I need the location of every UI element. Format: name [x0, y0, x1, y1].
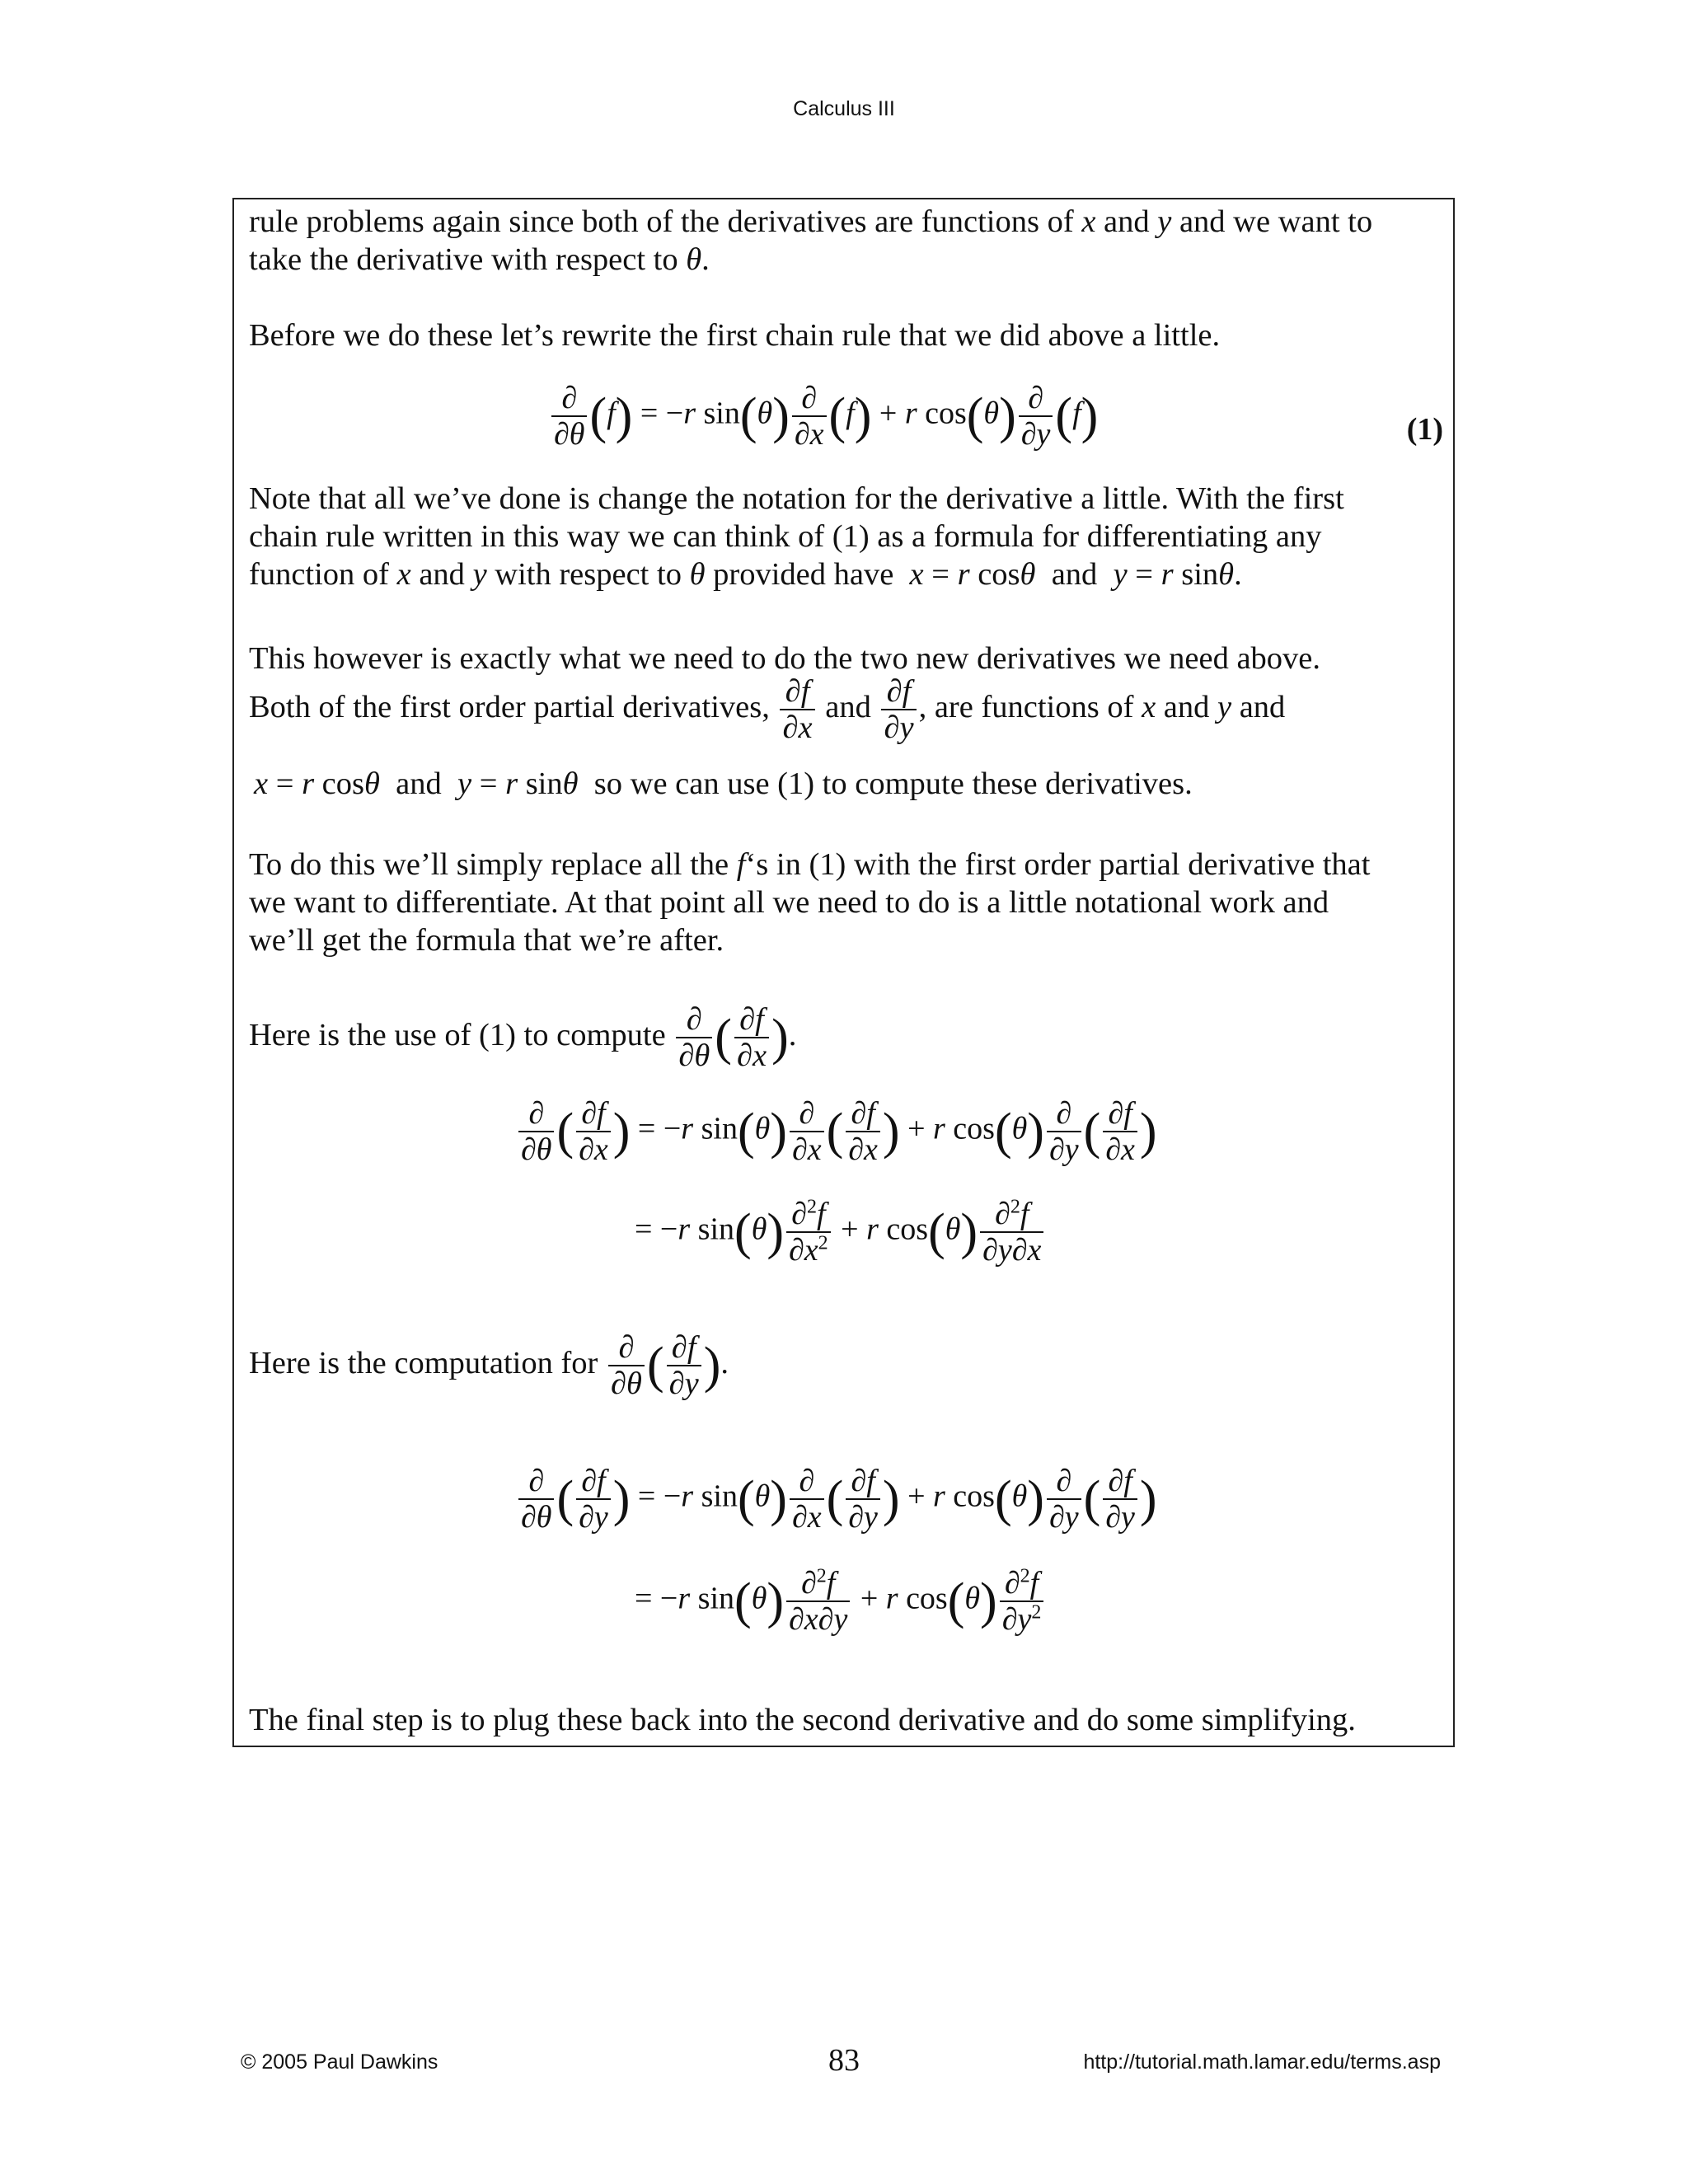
text: and — [396, 766, 442, 801]
text: provided have — [713, 557, 894, 592]
page-header-title: Calculus III — [793, 97, 895, 120]
equation-dtheta-dfdy-line-2: = −r sin(θ) $\frac{\partial^2f}{\partial x\partial y}$ + r cos(θ) $\frac{\partial^2f}{\partial y^2}$ — [635, 1566, 1046, 1637]
content-body — [234, 199, 1456, 1749]
text: and — [419, 557, 465, 592]
paragraph-3-line-2: chain rule written in this way we can think of (1) as a formula for differentiating any — [249, 519, 1322, 554]
var-theta: θ — [689, 557, 706, 592]
paragraph-8: The final step is to plug these back into the second derivative and do some simplifying. — [249, 1703, 1356, 1737]
paragraph-5-line-2: we want to differentiate. At that point all we need to do is a little notational work and — [249, 885, 1329, 920]
equation-dtheta-dfdy-line-1: $\frac{\partial}{\partial\theta}$ ( $\frac{\partial f}{\partial y}$ ) = −r sin(θ) $\frac{\partial}{\partial x}$ ( $\frac{\partial f}{\partial y}$ ) + r cos(θ) $\frac{\partial}{\partial y}$ ( $\frac{\partial f}{\partial y}$ ) — [516, 1464, 1157, 1535]
text: and we want to — [1179, 204, 1373, 239]
text: and — [1051, 557, 1098, 592]
equation-dtheta-dfdx-line-2: = −r sin(θ) $\frac{\partial^2f}{\partial x^2}$ + r cos(θ) $\frac{\partial^2f}{\partial y\partial x}$ — [635, 1197, 1046, 1268]
paragraph-3-line-3: function of x and y with respect to θ provided have x = r cosθ and y = r sinθ. — [249, 557, 1242, 592]
var-y: y — [472, 557, 487, 592]
paragraph-7: Here is the computation for $\frac{\partial}{\partial\theta}$ ( $\frac{\partial f}{\partial y}$ ). — [249, 1330, 729, 1402]
text: and — [1239, 690, 1286, 724]
paragraph-4-line-1: This however is exactly what we need to do the two new derivatives we need above. — [249, 641, 1321, 676]
text: and — [1104, 204, 1150, 239]
paragraph-3-line-1: Note that all we’ve done is change the notation for the derivative a little. With the first — [249, 481, 1344, 516]
text: and — [1163, 690, 1210, 724]
paragraph-4-line-3: x = r cosθ and y = r sinθ so we can use (1) to compute these derivatives. — [254, 766, 1193, 801]
text: ‘s in (1) with the first order partial derivative that — [745, 847, 1371, 882]
var-x: x — [1081, 204, 1096, 239]
paragraph-6: Here is the use of (1) to compute $\frac{\partial}{\partial\theta}$ ( $\frac{\partial f}{\partial x}$ ). — [249, 1002, 797, 1074]
paragraph-5-line-1: To do this we’ll simply replace all the f‘s in (1) with the first order partial derivative that — [249, 847, 1371, 882]
content-frame — [232, 198, 1455, 1747]
var-x: x — [1142, 690, 1156, 724]
equation-1: $\frac{\partial}{\partial\theta}$ (f) = −r sin(θ) $\frac{\partial}{\partial x}$ (f) + r cos(θ) $\frac{\partial}{\partial y}$ (f) — [549, 381, 1098, 452]
text: To do this we’ll simply replace all the — [249, 847, 729, 882]
footer-copyright: © 2005 Paul Dawkins — [241, 2050, 438, 2074]
text: rule problems again since both of the derivatives are functions of — [249, 204, 1074, 239]
text: Both of the first order partial derivatives, — [249, 690, 770, 724]
var-theta: θ — [686, 242, 702, 277]
equation-label: (1) — [1406, 412, 1443, 447]
paragraph-5-line-3: we’ll get the formula that we’re after. — [249, 923, 724, 958]
footer-url[interactable]: http://tutorial.math.lamar.edu/terms.asp — [1083, 2050, 1441, 2074]
paragraph-1-line-1 — [249, 203, 1444, 241]
text: with respect to — [495, 557, 682, 592]
text: take the derivative with respect to — [249, 242, 678, 277]
paragraph-1-line-2: take the derivative with respect to θ. — [249, 242, 710, 277]
page-number: 83 — [828, 2043, 860, 2078]
text: Here is the use of (1) to compute — [249, 1018, 666, 1052]
text: Here is the computation for — [249, 1346, 598, 1380]
paragraph-4-line-2: Both of the first order partial derivatives, $\frac{\partial f}{\partial x}$ and $\frac{\partial f}{\partial y}$ , are functions of x and y and — [249, 674, 1286, 746]
var-x: x — [396, 557, 411, 592]
text: and — [825, 690, 871, 724]
equation-dtheta-dfdx-line-1: $\frac{\partial}{\partial\theta}$ ( $\frac{\partial f}{\partial x}$ ) = −r sin(θ) $\frac{\partial}{\partial x}$ ( $\frac{\partial f}{\partial x}$ ) + r cos(θ) $\frac{\partial}{\partial y}$ ( $\frac{\partial f}{\partial x}$ ) — [516, 1096, 1157, 1167]
text: function of — [249, 557, 389, 592]
var-y: y — [1157, 204, 1172, 239]
paragraph-2: Before we do these let’s rewrite the first chain rule that we did above a little. — [249, 318, 1221, 353]
text: , are functions of — [918, 690, 1134, 724]
var-y: y — [1217, 690, 1232, 724]
text: so we can use (1) to compute these derivatives. — [593, 766, 1193, 801]
